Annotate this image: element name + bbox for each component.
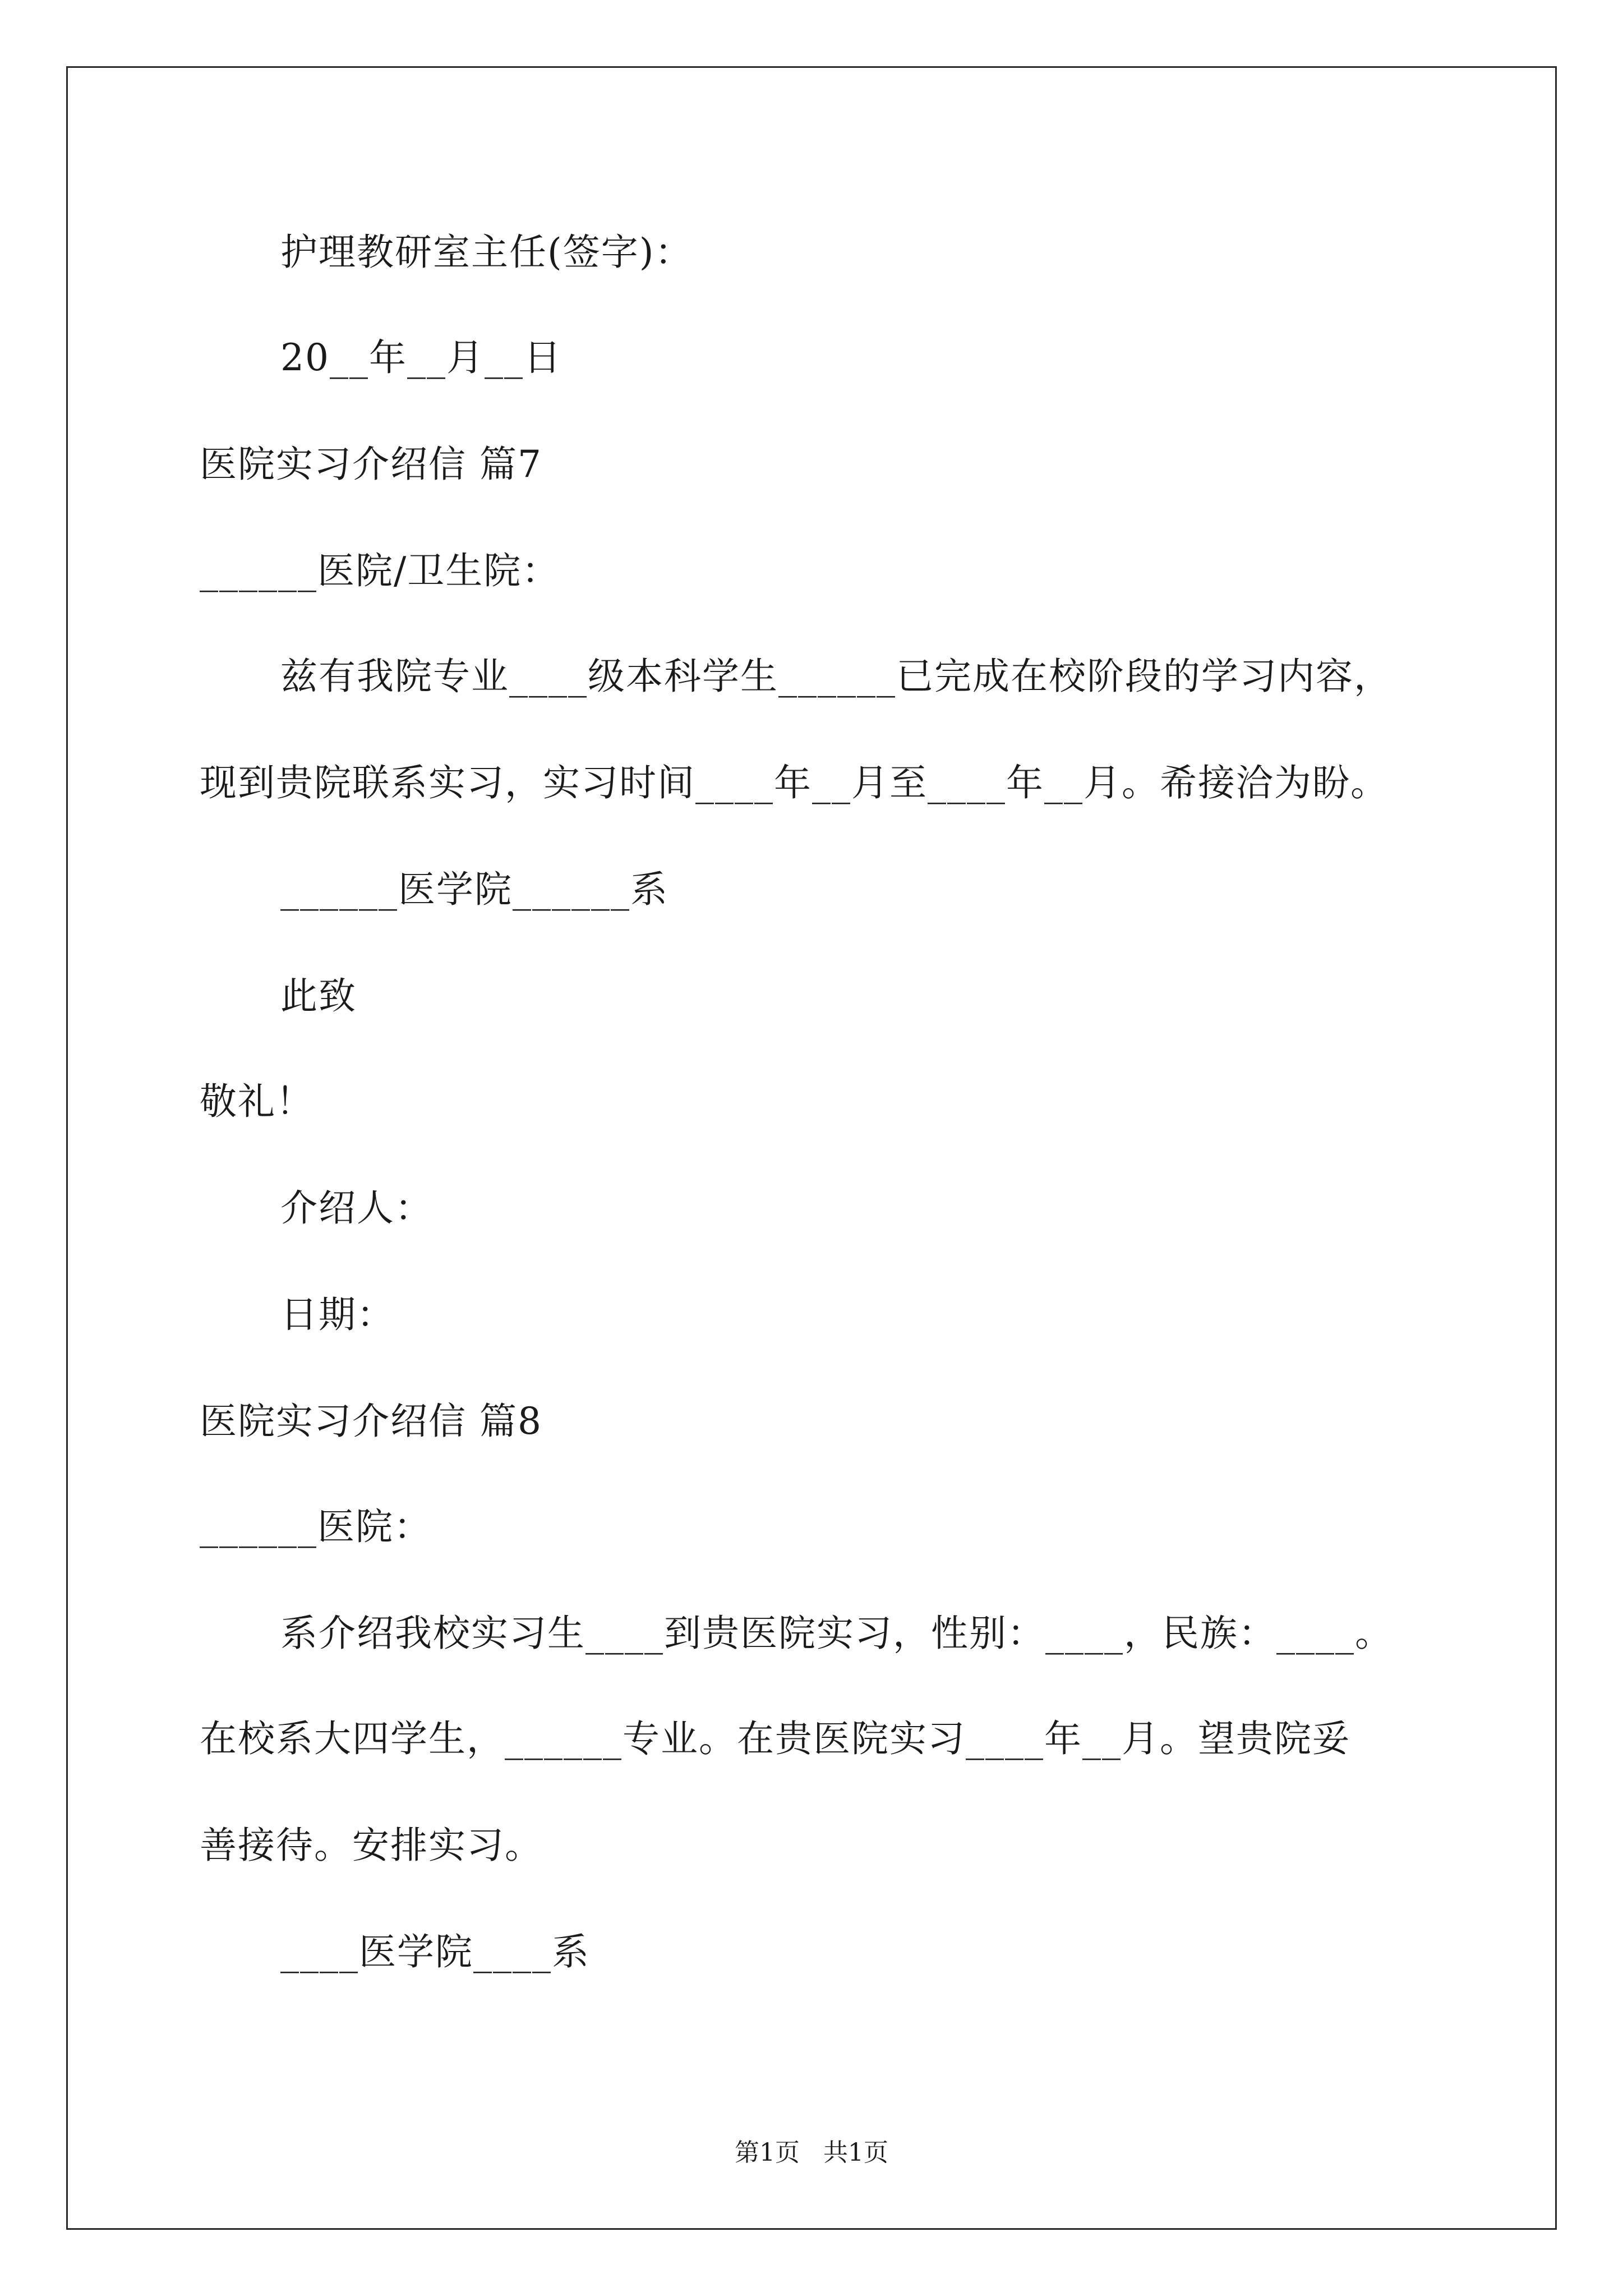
body-paragraph-line: 现到贵院联系实习，实习时间____年__月至____年__月。希接洽为盼。: [200, 761, 1389, 804]
date-label-line: 日期：: [280, 1293, 395, 1336]
page-border: [66, 66, 1557, 2230]
date-line: 20__年__月__日: [280, 336, 562, 379]
section-heading-8: 医院实习介绍信 篇8: [200, 1400, 542, 1443]
sender-line: ____医学院____系: [280, 1930, 590, 1973]
sender-line: ______医学院______系: [280, 868, 668, 911]
introducer-line: 介绍人：: [280, 1186, 433, 1230]
body-paragraph-line: 系介绍我校实习生____到贵医院实习，性别：____，民族：____。: [280, 1612, 1393, 1655]
page-footer: 第1页 共1页: [735, 2138, 888, 2167]
body-paragraph-line: 善接待。安排实习。: [200, 1824, 543, 1867]
director-signature-line: 护理教研室主任(签字)：: [280, 231, 693, 274]
section-heading-7: 医院实习介绍信 篇7: [200, 443, 542, 486]
closing-line: 此致: [280, 974, 357, 1018]
salutation-line: 敬礼！: [200, 1080, 314, 1123]
body-paragraph-line: 在校系大四学生，______专业。在贵医院实习____年__月。望贵院妥: [200, 1717, 1350, 1760]
addressee-line: ______医院/卫生院：: [200, 549, 560, 592]
body-paragraph-line: 兹有我院专业____级本科学生______已完成在校阶段的学习内容，: [280, 655, 1392, 698]
addressee-line: ______医院：: [200, 1505, 432, 1548]
